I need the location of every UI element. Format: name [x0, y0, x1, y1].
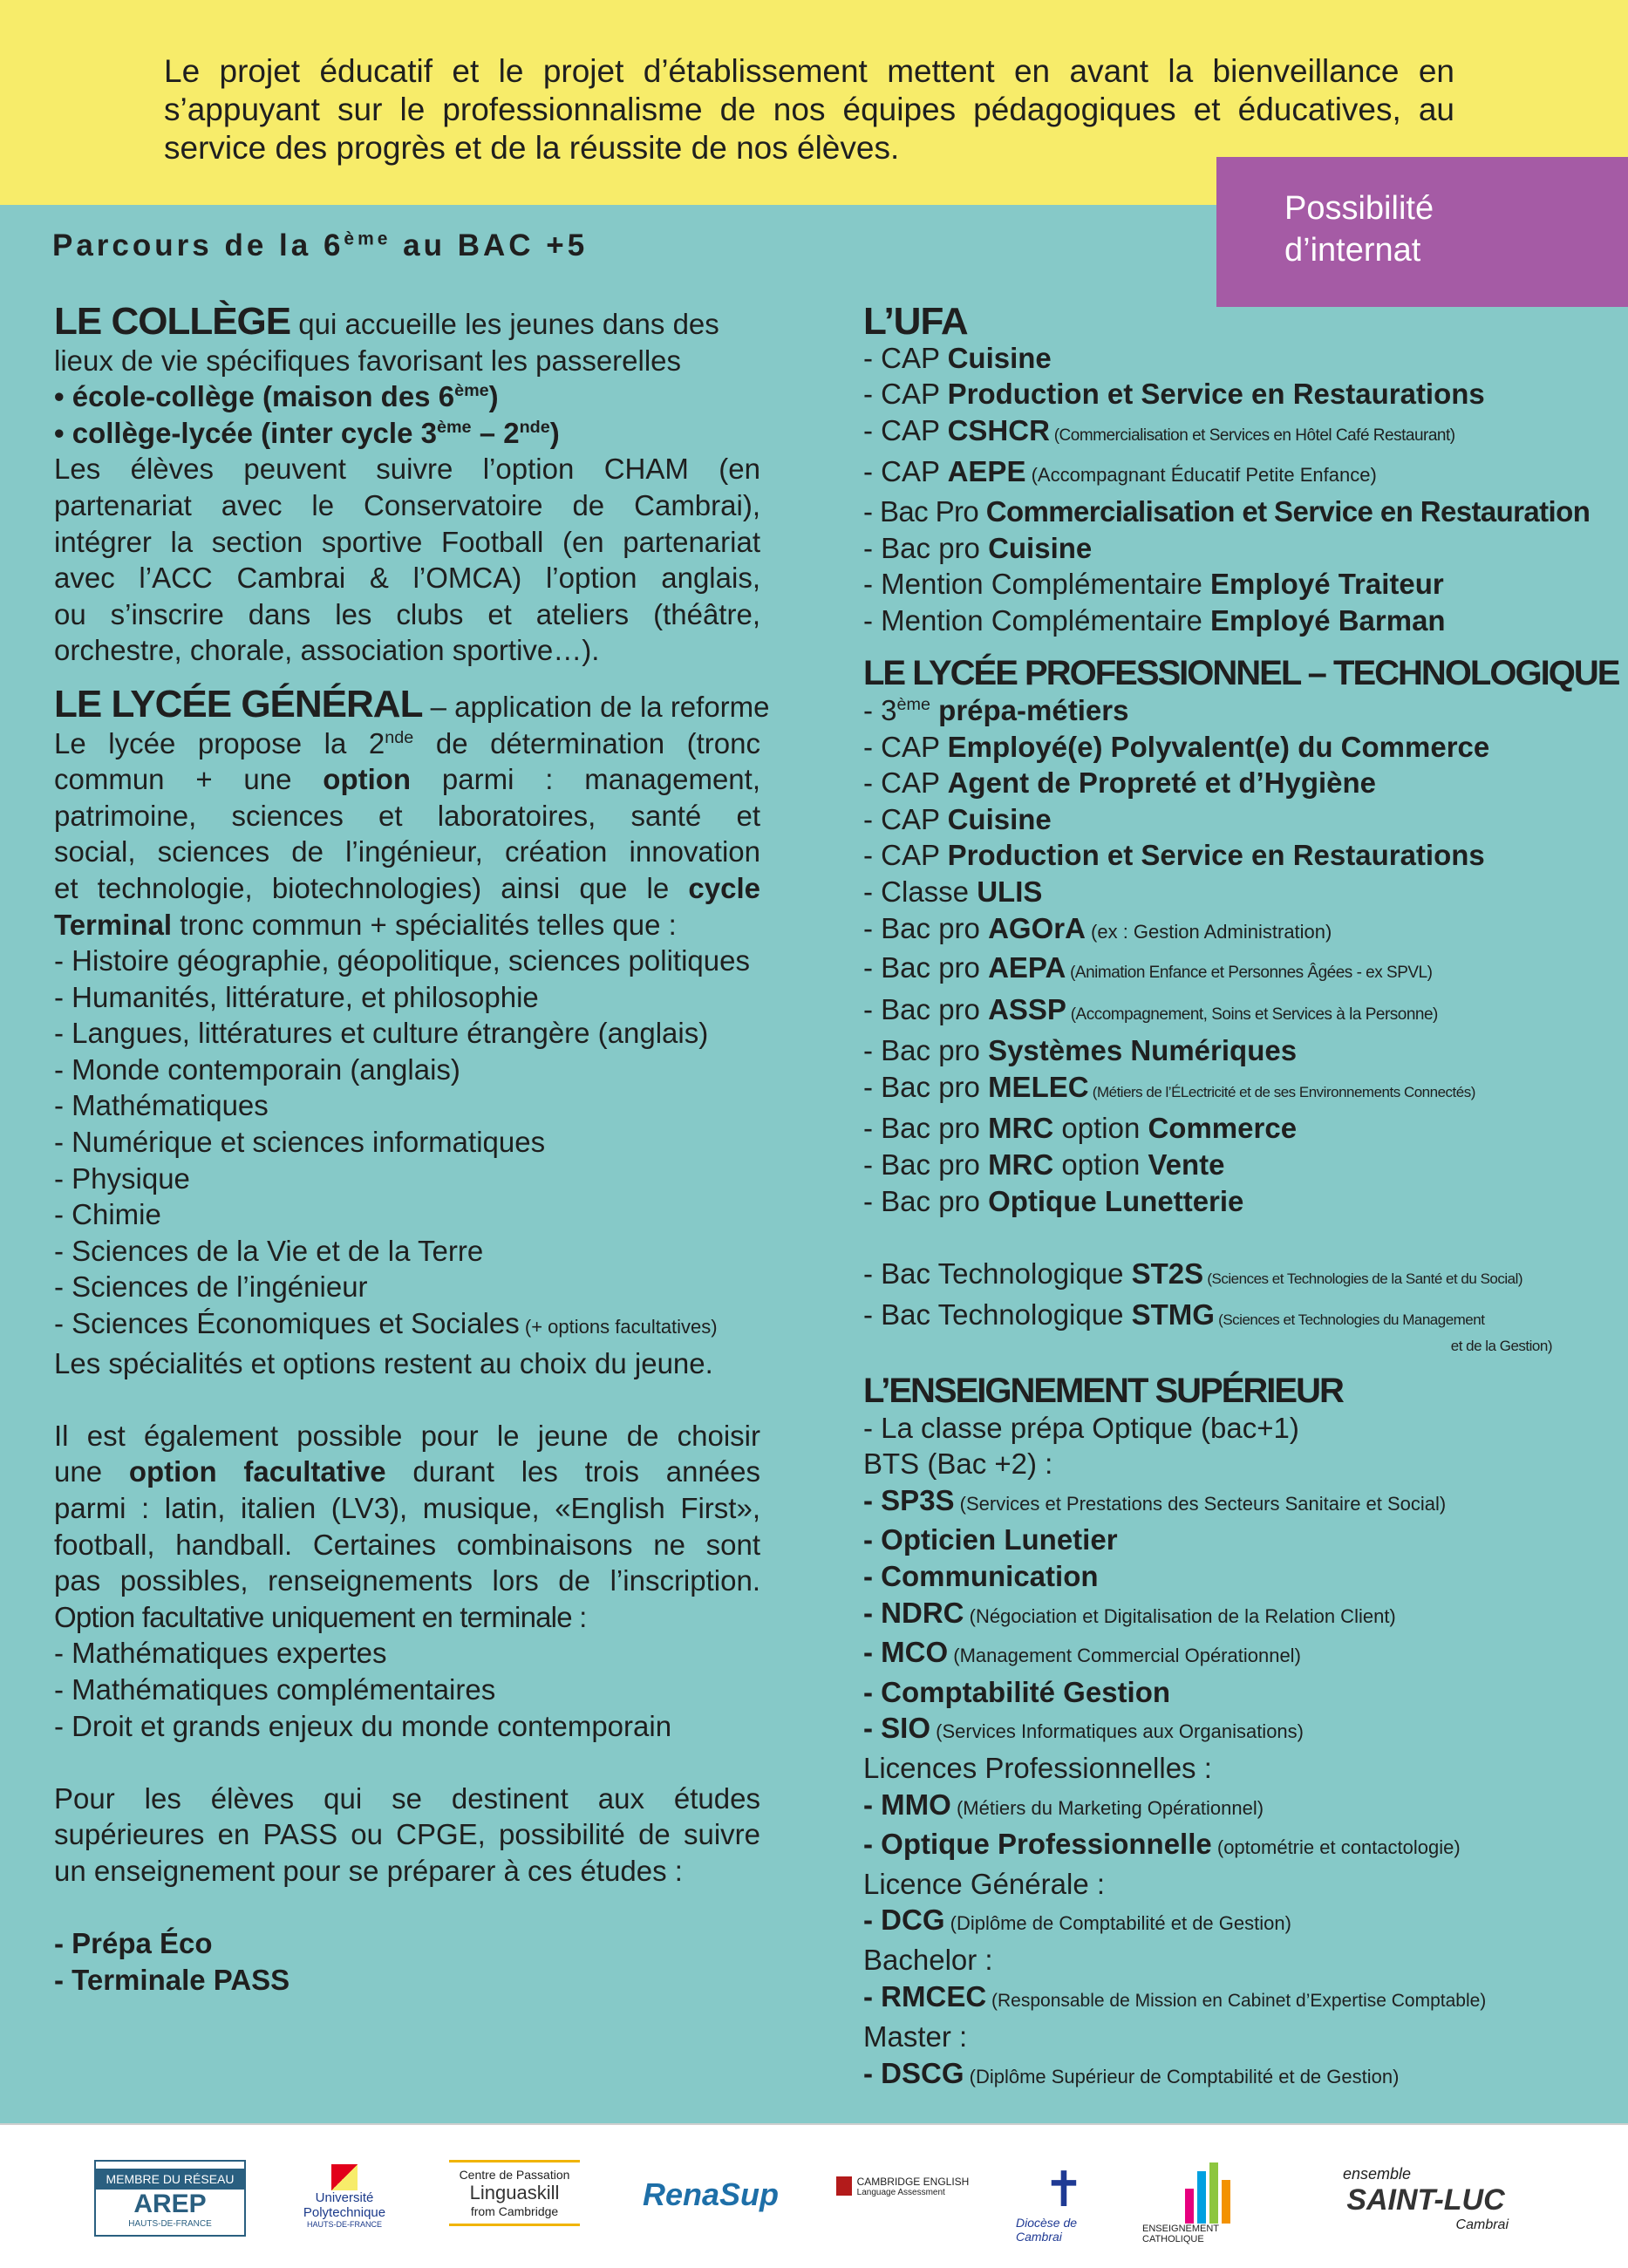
specialite-item: - Sciences de l’ingénieur — [54, 1270, 368, 1304]
college-line: intégrer la section sportive Football (en partenariat — [54, 525, 760, 558]
stmg-item-cont: et de la Gestion) — [1450, 1338, 1552, 1355]
diocese-name: Diocèse de Cambrai — [1016, 2216, 1078, 2244]
parcours-pre: Parcours de la 6 — [52, 228, 344, 262]
college-line: ou s’inscrire dans les clubs et ateliers (théâtre, — [54, 597, 760, 630]
upoly-mark-icon — [331, 2164, 358, 2190]
option-line — [54, 1454, 760, 1490]
cambridge-name: CAMBRIDGE ENGLISH — [856, 2175, 970, 2188]
renasup-name: RenaSup — [642, 2176, 780, 2212]
lycee-l6-bold: Terminal — [54, 908, 173, 941]
parcours-post: au BAC +5 — [391, 228, 589, 262]
lp-item: - CAP Employé(e) Polyvalent(e) du Commerce — [863, 730, 1490, 763]
enscath-name: ENSEIGNEMENT CATHOLIQUE — [1142, 2224, 1219, 2244]
option-line: Option facultative uniquement en terminale : — [54, 1600, 587, 1633]
lycee-l1-sup: nde — [385, 727, 414, 747]
lycee-l2a: commun + une — [54, 763, 324, 796]
arep-sub: HAUTS-DE-FRANCE — [128, 2218, 212, 2229]
cross-icon: ✝ — [1043, 2162, 1085, 2217]
ses-label: - Sciences Économiques et Sociales — [54, 1307, 520, 1340]
opt2-bold: option facultative — [128, 1455, 386, 1488]
lycee-l1b: de détermination (tronc — [413, 726, 760, 759]
college-intro2: lieux de vie spécifiques favorisant les passerelles — [54, 344, 682, 377]
ufa-item: - CAP Cuisine — [863, 341, 1052, 374]
st2s-item: - Bac Technologique ST2S (Sciences et Technologies de la Santé et du Social) — [863, 1257, 1523, 1290]
option-line: football, handball. Certaines combinaisons ne sont — [54, 1528, 760, 1561]
option-line: Il est également possible pour le jeune de choisir — [54, 1419, 760, 1452]
stluc-sub: Cambrai — [1455, 2217, 1509, 2232]
cambridge-shield-icon — [836, 2176, 852, 2196]
ufa-item: - Bac pro Cuisine — [863, 531, 1093, 564]
sup-title: L’ENSEIGNEMENT SUPÉRIEUR — [863, 1372, 1343, 1411]
option-line: parmi : latin, italien (LV3), musique, «English First», — [54, 1492, 760, 1524]
specialite-item: - Chimie — [54, 1198, 161, 1231]
specialite-item: - Sciences de la Vie et de la Terre — [54, 1234, 484, 1267]
terminale-pass — [54, 1962, 760, 1999]
specialite-item: - Monde contemporain (anglais) — [54, 1052, 460, 1086]
bts-item: - SP3S (Services et Prestations des Secteurs Sanitaire et Social) — [863, 1483, 1447, 1516]
lingua-top: Centre de Passation — [459, 2168, 570, 2182]
internat-badge — [1216, 157, 1628, 307]
pass-line: Pour les élèves qui se destinent aux études — [54, 1781, 760, 1815]
lp-item: - Bac pro AEPA (Animation Enfance et Personnes Âgées - ex SPVL) — [863, 951, 1433, 984]
lp-title: LE LYCÉE PROFESSIONNEL – TECHNOLOGIQUE — [863, 654, 1619, 693]
arep-name: AREP — [133, 2189, 207, 2218]
sup-bach-label: Bachelor : — [863, 1943, 993, 1976]
ufa-item: - CAP Production et Service en Restaurations — [863, 378, 1485, 411]
lp-prepa: - 3ème prépa-métiers — [863, 693, 1129, 726]
specialite-item: - Mathématiques — [54, 1089, 269, 1122]
lycee-title-suffix: – application de la reforme — [422, 690, 770, 723]
specialite-item: - Langues, littératures et culture étrangère (anglais) — [54, 1017, 709, 1050]
bts-item: - NDRC (Négociation et Digitalisation de la Relation Client) — [863, 1596, 1396, 1629]
bts-item: - Opticien Lunetier — [863, 1523, 1118, 1556]
lingua-sub: from Cambridge — [470, 2204, 559, 2218]
lycee-line: patrimoine, sciences et laboratoires, santé et — [54, 799, 760, 832]
college-item1-text: • école-collège (maison des 6 — [54, 380, 455, 413]
college-line: orchestre, chorale, association sportive…). — [54, 634, 600, 667]
specialite-item — [54, 1305, 760, 1345]
left-column — [54, 300, 770, 1998]
terminale-item: - Droit et grands enjeux du monde contemporain — [54, 1709, 672, 1742]
college-item1-sup: ème — [454, 381, 489, 401]
lycee-line — [54, 907, 760, 943]
renasup-logo — [641, 2160, 780, 2230]
lp-item: - Classe ULIS — [863, 875, 1043, 908]
pass-line: supérieures en PASS ou CPGE, possibilité de suivre — [54, 1818, 760, 1851]
lycee-l1a: Le lycée propose la 2 — [54, 726, 385, 759]
bts-item: - Comptabilité Gestion — [863, 1675, 1171, 1708]
lycee-title-line — [54, 682, 770, 725]
lp-item: - Bac pro AGOrA (ex : Gestion Administration) — [863, 911, 1332, 944]
upoly-logo — [288, 2160, 401, 2233]
stmg-item: - Bac Technologique STMG (Sciences et Technologies du Management — [863, 1298, 1485, 1332]
specialite-item: - Numérique et sciences informatiques — [54, 1126, 546, 1159]
upoly-name: Université Polytechnique — [303, 2190, 386, 2220]
lycee-l6b: tronc commun + spécialités telles que : — [172, 908, 677, 941]
college-line: avec l’ACC Cambrai & l’OMCA) l’option anglais, — [54, 562, 760, 595]
terminale-item: - Mathématiques expertes — [54, 1637, 387, 1670]
cambridge-logo — [833, 2160, 972, 2212]
college-line: partenariat avec le Conservatoire de Cambrai), — [54, 488, 760, 521]
stluc-top: ensemble — [1343, 2165, 1412, 2183]
sup-master-label: Master : — [863, 2020, 968, 2053]
ufa-item: - Mention Complémentaire Employé Barman — [863, 603, 1446, 637]
ufa-item: - Bac Pro Commercialisation et Service en Restauration — [863, 494, 1591, 528]
college-item2: • collège-lycée (inter cycle 3ème – 2nde) — [54, 416, 560, 449]
opt2b: durant les trois années — [385, 1455, 760, 1488]
college-title-line — [54, 300, 760, 343]
lp-item: - Bac pro MELEC (Métiers de l’ÉLectricité et de ses Environnements Connectés) — [863, 1070, 1475, 1103]
terminale-item: - Mathématiques complémentaires — [54, 1672, 496, 1706]
lp-item: - Bac pro MRC option Commerce — [863, 1112, 1298, 1145]
prepa-eco-text: - Prépa Éco — [54, 1927, 213, 1960]
lycee-line: social, sciences de l’ingénieur, création innovation — [54, 835, 760, 868]
enscath-bars-icon — [1185, 2162, 1230, 2224]
pass-line: un enseignement pour se préparer à ces études : — [54, 1854, 683, 1887]
saint-luc-logo — [1343, 2160, 1509, 2238]
specialite-item: - Physique — [54, 1161, 190, 1195]
lp-item: - Bac pro Optique Lunetterie — [863, 1184, 1244, 1217]
parcours-heading — [52, 228, 588, 263]
lp-sup-item: - Optique Professionnelle (optométrie et contactologie) — [863, 1828, 1461, 1861]
lp-item: - Bac pro MRC option Vente — [863, 1148, 1225, 1182]
sup-lp-label: Licences Professionnelles : — [863, 1751, 1212, 1784]
linguaskill-logo — [449, 2160, 580, 2226]
college-item2-sup1: ème — [436, 417, 472, 437]
college-item2-sup2: nde — [519, 417, 550, 437]
terminale-pass-text: - Terminale PASS — [54, 1963, 290, 1996]
college-line: Les élèves peuvent suivre l’option CHAM (en — [54, 453, 760, 486]
lp-item: - Bac pro Systèmes Numériques — [863, 1034, 1298, 1067]
lp-item: - CAP Agent de Propreté et d’Hygiène — [863, 766, 1377, 800]
specialite-item: - Histoire géographie, géopolitique, sciences politiques — [54, 944, 750, 977]
sup-bts-label: BTS (Bac +2) : — [863, 1447, 1053, 1481]
college-item2b: – 2 — [471, 416, 520, 449]
parcours-sup: ème — [344, 228, 392, 249]
lycee-line — [54, 870, 760, 907]
college-item1: • école-collège (maison des 6ème) — [54, 380, 499, 413]
lp-item: - Bac pro ASSP (Accompagnement, Soins et Services à la Personne) — [863, 992, 1438, 1025]
right-column — [863, 300, 1619, 2094]
internat-line2: d’internat — [1284, 232, 1421, 269]
ses-small: (+ options facultatives) — [519, 1316, 718, 1338]
bach-item: - RMCEC (Responsable de Mission en Cabinet d’Expertise Comptable) — [863, 1979, 1487, 2013]
lycee-l2b: parmi : management, — [411, 763, 760, 796]
college-item2a: • collège-lycée (inter cycle 3 — [54, 416, 437, 449]
ufa-item: - CAP CSHCR (Commercialisation et Services en Hôtel Café Restaurant) — [863, 413, 1455, 446]
lycee-line — [54, 725, 760, 762]
internat-line1: Possibilité — [1284, 190, 1434, 227]
bts-item: - MCO (Management Commercial Opérationnel) — [863, 1636, 1301, 1669]
lp-sup-item: - MMO (Métiers du Marketing Opérationnel) — [863, 1788, 1264, 1821]
sup-lg-label: Licence Générale : — [863, 1867, 1106, 1900]
specialite-item: - Humanités, littérature, et philosophie — [54, 980, 539, 1013]
master-item: - DSCG (Diplôme Supérieur de Comptabilité et de Gestion) — [863, 2056, 1400, 2089]
prepa-eco — [54, 1925, 760, 1962]
lg-item: - DCG (Diplôme de Comptabilité et de Gestion) — [863, 1904, 1291, 1937]
college-title: LE COLLÈGE — [54, 300, 291, 343]
lingua-name: Linguaskill — [469, 2182, 560, 2203]
lycee-line — [54, 761, 760, 798]
cambridge-sub: Language Assessment — [856, 2187, 945, 2197]
ufa-item: - CAP AEPE (Accompagnant Éducatif Petite Enfance) — [863, 455, 1377, 488]
lp-item: - CAP Production et Service en Restaurations — [863, 839, 1485, 872]
ufa-title: L’UFA — [863, 300, 968, 343]
lycee-l2-bold: option — [323, 763, 412, 796]
opt2a: une — [54, 1455, 129, 1488]
bts-item: - SIO (Services Informatiques aux Organisations) — [863, 1712, 1304, 1745]
diocese-logo — [1016, 2160, 1112, 2247]
lycee-l5-bold: cycle — [688, 871, 760, 904]
college-intro1: qui accueille les jeunes dans des — [290, 308, 719, 340]
lp-item: - CAP Cuisine — [863, 802, 1052, 835]
option-line: pas possibles, renseignements lors de l’inscription. — [54, 1564, 760, 1597]
enseignement-catholique-logo — [1142, 2160, 1273, 2247]
ufa-item: - Mention Complémentaire Employé Traiteur — [863, 568, 1444, 601]
choix-line: Les spécialités et options restent au choix du jeune. — [54, 1346, 713, 1379]
upoly-sub: HAUTS-DE-FRANCE — [306, 2220, 382, 2229]
stluc-name: SAINT-LUC — [1346, 2183, 1505, 2217]
arep-logo — [94, 2160, 246, 2237]
intro-text: Le projet éducatif et le projet d’établissement mettent en avant la bienveillance en s’appuyant sur le professionnalisme de nos équipes pédagogiques et éducatives, au service des progrès et de la réussite de nos élèves. — [164, 53, 1454, 166]
sup-prepa: - La classe prépa Optique (bac+1) — [863, 1411, 1299, 1444]
lycee-l5a: et technologie, biotechnologies) ainsi que le — [54, 871, 689, 904]
lycee-title: LE LYCÉE GÉNÉRAL — [54, 682, 423, 725]
footer-logos — [0, 2123, 1628, 2268]
bts-item: - Communication — [863, 1560, 1099, 1592]
arep-band: MEMBRE DU RÉSEAU — [96, 2169, 244, 2190]
